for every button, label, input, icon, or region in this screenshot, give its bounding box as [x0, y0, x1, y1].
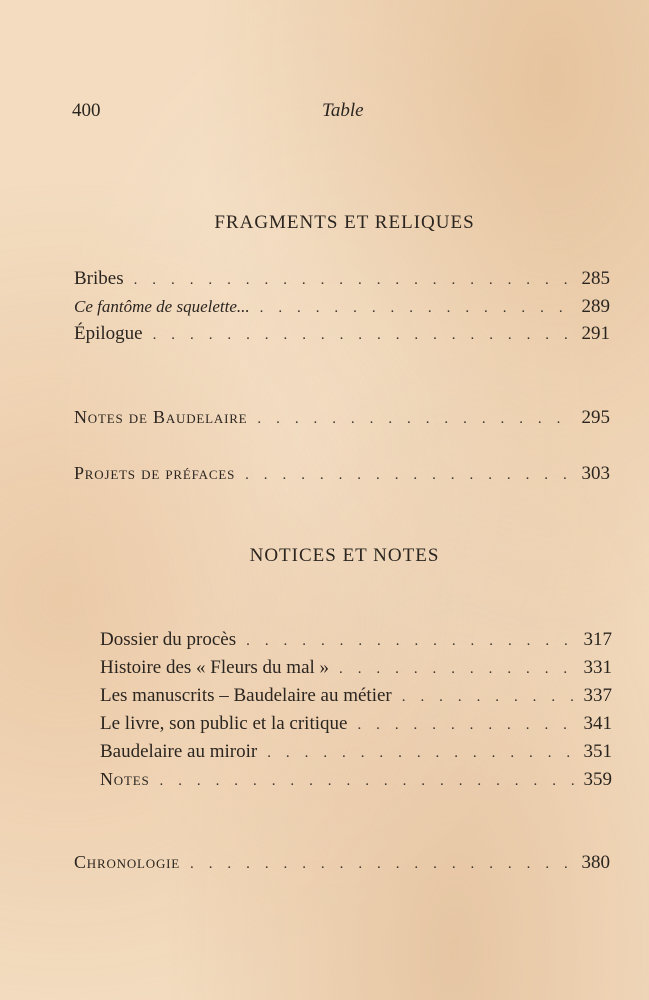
toc-entry-page: 359 — [583, 769, 612, 790]
toc-entry-label: Le livre, son public et la critique — [100, 713, 348, 734]
toc-entry-dossier-du-proces[interactable] — [100, 629, 612, 651]
dot-leader — [357, 717, 573, 734]
toc-entry-le-livre[interactable] — [100, 713, 612, 735]
toc-entry-label: Histoire des « Fleurs du mal » — [100, 657, 330, 678]
dot-leader — [339, 661, 573, 678]
section-title-notices: NOTICES ET NOTES — [249, 545, 440, 566]
toc-entry-label: Dossier du procès — [100, 629, 237, 650]
dot-leader — [246, 633, 573, 650]
toc-entry-label: Notes de Baudelaire — [74, 407, 248, 427]
toc-entry-page: 351 — [583, 741, 612, 762]
toc-entry-baudelaire-au-miroir[interactable] — [100, 741, 612, 763]
toc-entry-label: Les manuscrits – Baudelaire au métier — [100, 685, 392, 706]
toc-entry-page: 291 — [581, 323, 610, 344]
dot-leader — [134, 272, 572, 289]
dot-leader — [153, 327, 572, 344]
toc-entry-page: 289 — [581, 296, 610, 317]
toc-entry-page: 380 — [581, 852, 610, 873]
toc-entry-page: 317 — [583, 629, 612, 650]
section-title-fragments: FRAGMENTS ET RELIQUES — [214, 212, 475, 233]
toc-entry-page: 295 — [581, 407, 610, 428]
page-header — [72, 100, 609, 124]
toc-entry-epilogue[interactable] — [74, 323, 610, 345]
dot-leader — [402, 689, 574, 706]
dot-leader — [260, 300, 572, 317]
toc-entry-page: 341 — [583, 713, 612, 734]
toc-entry-page: 337 — [583, 685, 612, 706]
toc-entry-label: Épilogue — [74, 323, 143, 344]
toc-entry-projets-de-prefaces[interactable] — [74, 463, 610, 485]
toc-entry-notes[interactable] — [100, 769, 612, 791]
page-number: 400 — [72, 100, 101, 121]
toc-entry-manuscrits[interactable] — [100, 685, 612, 707]
toc-entry-label: Notes — [100, 769, 150, 789]
toc-entry-label: Chronologie — [74, 852, 181, 872]
toc-entry-histoire[interactable] — [100, 657, 612, 679]
toc-entry-notes-de-baudelaire[interactable] — [74, 407, 610, 429]
toc-entry-ce-fantome[interactable] — [74, 296, 610, 318]
dot-leader — [190, 856, 571, 873]
toc-entry-label: Bribes — [74, 268, 124, 289]
dot-leader — [257, 411, 571, 428]
toc-entry-label: Baudelaire au miroir — [100, 741, 258, 762]
toc-entry-bribes[interactable] — [74, 268, 610, 290]
toc-entry-page: 331 — [583, 657, 612, 678]
toc-entry-chronologie[interactable] — [74, 852, 610, 874]
toc-entry-page: 285 — [581, 268, 610, 289]
toc-entry-label: Projets de préfaces — [74, 463, 236, 483]
dot-leader — [245, 467, 571, 484]
running-title: Table — [322, 100, 364, 121]
toc-entry-page: 303 — [581, 463, 610, 484]
toc-entry-label: Ce fantôme de squelette... — [74, 297, 250, 316]
dot-leader — [267, 745, 573, 762]
dot-leader — [160, 773, 574, 790]
